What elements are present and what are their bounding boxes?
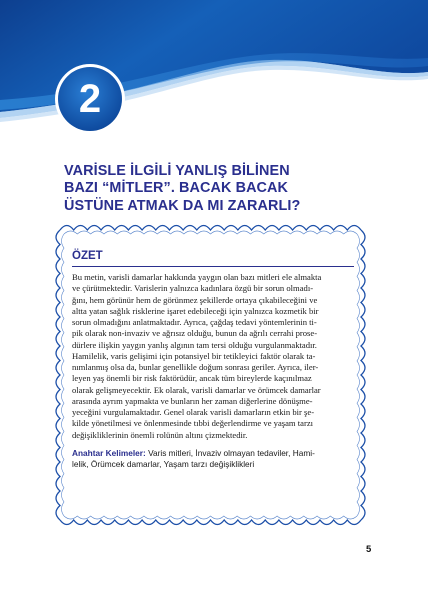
- summary-line: sorun olmadığını anlatmaktadır. Ayrıca, çağdaş tedavi yöntemlerinin ti-: [72, 317, 317, 327]
- keywords-text: lelik, Örümcek damarlar, Yaşam tarzı değişiklikleri: [72, 459, 255, 470]
- summary-line: yeceğini vurgulamaktadır. Genel olarak varisli damarların etkin bir şe-: [72, 407, 315, 417]
- summary-line: ve çürütmektedir. Varislerin yalnızca kadınlara özgü bir sorun olmadı-: [72, 283, 314, 294]
- chapter-number: 2: [78, 76, 102, 121]
- keywords: [72, 448, 354, 471]
- keywords-line: [72, 448, 354, 459]
- summary-heading: ÖZET: [72, 250, 103, 262]
- summary-line: leyen yaş önemli bir risk faktörüdür, ancak tüm bireylerde kaçınılmaz: [72, 373, 312, 384]
- summary-line: olarak gelişmeyecektir. Ek olarak, varisli damarlar ve örümcek damarlar: [72, 384, 321, 395]
- summary-line: ğını, hem görünür hem de görünmez şekillerde ortaya çıkabileceğini ve: [72, 294, 318, 305]
- summary-line: arasında ayrım yapmakta ve bunların her zaman diğerlerine dönüşme-: [72, 395, 313, 406]
- summary-line: Hamilelik, varis gelişimi için potansiyel bir tetikleyici faktör olarak ta-: [72, 350, 316, 361]
- summary-line: nımlanmış olsa da, bunlar genellikle doğum sonrası geriler. Ayrıca, iler-: [72, 362, 319, 372]
- keywords-text: Varis mitleri, İnvaziv olmayan tedaviler, Hami-: [145, 447, 315, 458]
- summary-line: pik olarak non-invaziv ve ağrısız olduğu, bunun da ağrılı cerrahi prose-: [72, 328, 318, 339]
- summary-box: [72, 249, 354, 470]
- summary-line: altta yatan sağlık risklerine işaret edebileceği için yalnızca kozmetik bir: [72, 305, 319, 316]
- summary-text: [72, 272, 354, 441]
- chapter-title-line: BAZI “MİTLER”. BACAK BACAK: [64, 180, 289, 197]
- heading-divider: [72, 266, 354, 267]
- summary-line: kilde yönetilmesi ve önlenmesinde tıbbi değerlendirme ve yaşam tarzı: [72, 418, 314, 429]
- chapter-title: [64, 163, 364, 216]
- summary-line: değişikliklerinin önemli rolünün altını çizmektedir.: [72, 429, 248, 440]
- chapter-title-line: VARİSLE İLGİLİ YANLIŞ BİLİNEN: [64, 162, 290, 179]
- chapter-badge: [53, 62, 127, 136]
- chapter-title-line: ÜSTÜNE ATMAK DA MI ZARARLI?: [64, 197, 301, 214]
- page-number: 5: [366, 544, 372, 555]
- summary-line: dürlere ilişkin yaygın yanlış algının tam tersi olduğu vurgulanmaktadır.: [72, 339, 317, 350]
- summary-line: Bu metin, varisli damarlar hakkında yaygın olan bazı mitleri ele almakta: [72, 272, 322, 282]
- keywords-label: Anahtar Kelimeler:: [72, 447, 146, 458]
